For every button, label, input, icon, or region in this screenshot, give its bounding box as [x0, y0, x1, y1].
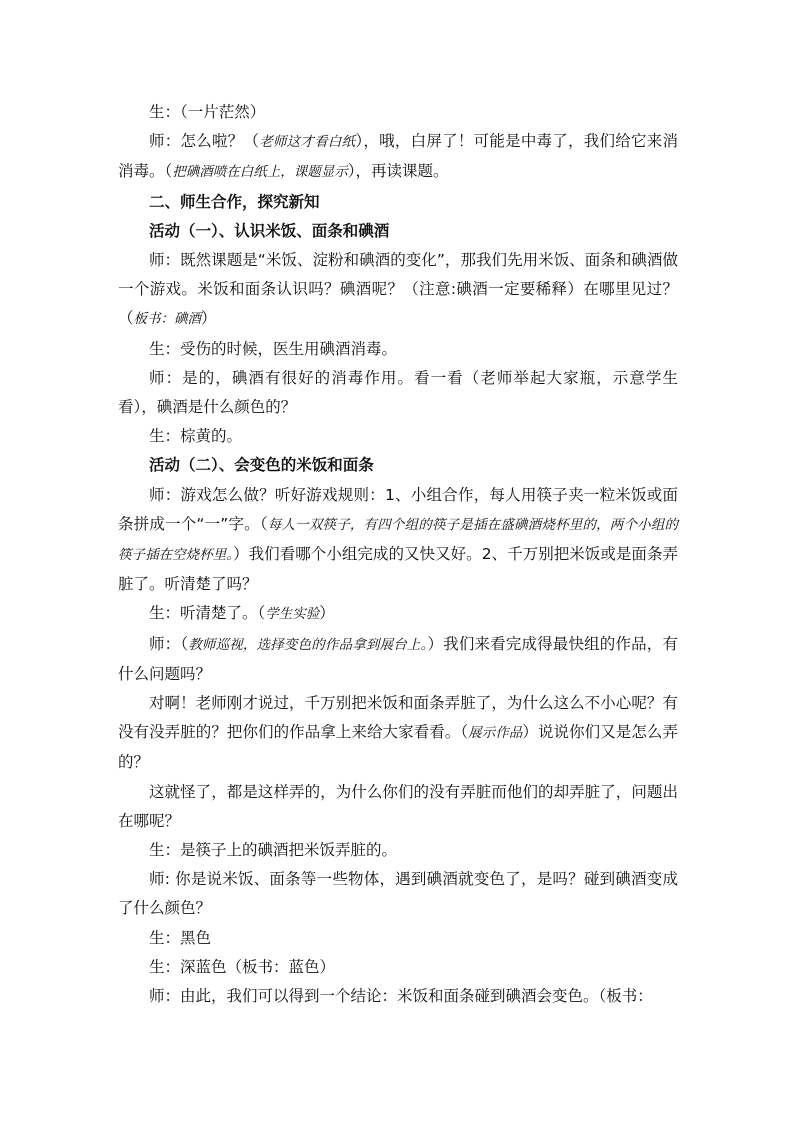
- activity-heading-1: 活动（一）、认识米饭、面条和碘酒: [149, 221, 390, 240]
- stage-direction: 学生实验: [265, 606, 320, 623]
- text-run: ），哦，白屏了！可能是中毒了，我们给它来消消毒。（: [118, 132, 678, 181]
- paragraph-teacher-game: [118, 246, 678, 335]
- paragraph-teacher-rules: [118, 481, 678, 600]
- stage-direction: 展示作品: [468, 725, 523, 742]
- text-run: ）: [319, 604, 335, 623]
- paragraph-student-chopsticks: 生：是筷子上的碘酒把米饭弄脏的。: [149, 841, 398, 860]
- paragraph-teacher-careless: [118, 689, 678, 778]
- text-run: 师：（: [149, 634, 189, 653]
- text-run: ）我们来看完成得最快组的作品，有什么问题吗？: [118, 634, 678, 683]
- text-run: ）我们看哪个小组完成的又快又好。2、千万别把米饭或是面条弄脏了。听清楚了吗？: [118, 545, 678, 594]
- paragraph-teacher-disinfect: 师：是的，碘酒有很好的消毒作用。看一看（老师举起大家瓶，示意学生看），碘酒是什么颜色的？: [118, 368, 678, 417]
- text-run: 生：听清楚了。（: [149, 604, 266, 623]
- text-run: 师：游戏怎么做？听好游戏规则：1、小组合作，每人用筷子夹一粒米饭或面条拼成一个“一”字。（: [118, 485, 678, 533]
- paragraph-student-color: 生：棕黄的。: [149, 427, 243, 446]
- paragraph-teacher-white-screen: [118, 127, 678, 187]
- paragraph-teacher-color-question: 师: 你是说米饭、面条等一些物体，遇到碘酒就变色了，是吗？碰到碘酒变成了什么颜色？: [118, 870, 678, 918]
- stage-direction: 把碘酒喷在白纸上，课题显示: [172, 164, 348, 181]
- document-body: [118, 98, 678, 1011]
- paragraph-student-understood: [118, 599, 678, 629]
- text-run: 师：既然课题是“米饭、淀粉和碘酒的变化”，那我们先用米饭、面条和碘酒做一个游戏。米饭和面条认识吗？碘酒呢？（注意:碘酒一定要稀释）在哪里见过？（: [118, 251, 678, 328]
- paragraph-student-reaction: 生：（一片茫然）: [149, 103, 266, 121]
- paragraph-student-black: 生：黑色: [149, 928, 212, 947]
- paragraph-teacher-patrol: [118, 630, 678, 689]
- paragraph-teacher-conclusion: 师：由此，我们可以得到一个结论：米饭和面条碰到碘酒会变色。（板书：: [149, 987, 653, 1006]
- section-heading: 二、师生合作，探究新知: [149, 192, 320, 211]
- stage-direction: 教师巡视，选择变色的作品拿到展台上。: [188, 636, 428, 653]
- paragraph-student-injury: 生：受伤的时候，医生用碘酒消毒。: [149, 339, 398, 358]
- text-run: ）说说你们又是怎么弄的？: [118, 723, 678, 772]
- paragraph-student-dark-blue: 生：深蓝色（板书：蓝色）: [149, 957, 336, 976]
- text-run: 师：怎么啦？（: [149, 132, 260, 151]
- stage-direction: 老师这才看白纸: [259, 134, 356, 151]
- text-run: ），再读课题。: [347, 162, 449, 181]
- activity-heading-2: 活动（二）、会变色的米饭和面条: [149, 456, 374, 475]
- stage-direction: 板书：碘酒: [133, 311, 202, 328]
- text-run: ）: [201, 309, 217, 328]
- stage-direction: 每人一双筷子，有四个组的筷子是插在盛碘酒烧杯里的，两个小组的筷子插在空烧杯里。: [118, 516, 679, 564]
- text-run: 对啊！老师刚才说过，千万别把米饭和面条弄脏了，为什么这么不小心呢？有没有没弄脏的？把你们的作品拿上来给大家看看。（: [118, 694, 678, 742]
- paragraph-teacher-strange: 这就怪了，都是这样弄的，为什么你们的没有弄脏而他们的却弄脏了，问题出在哪呢？: [118, 782, 678, 830]
